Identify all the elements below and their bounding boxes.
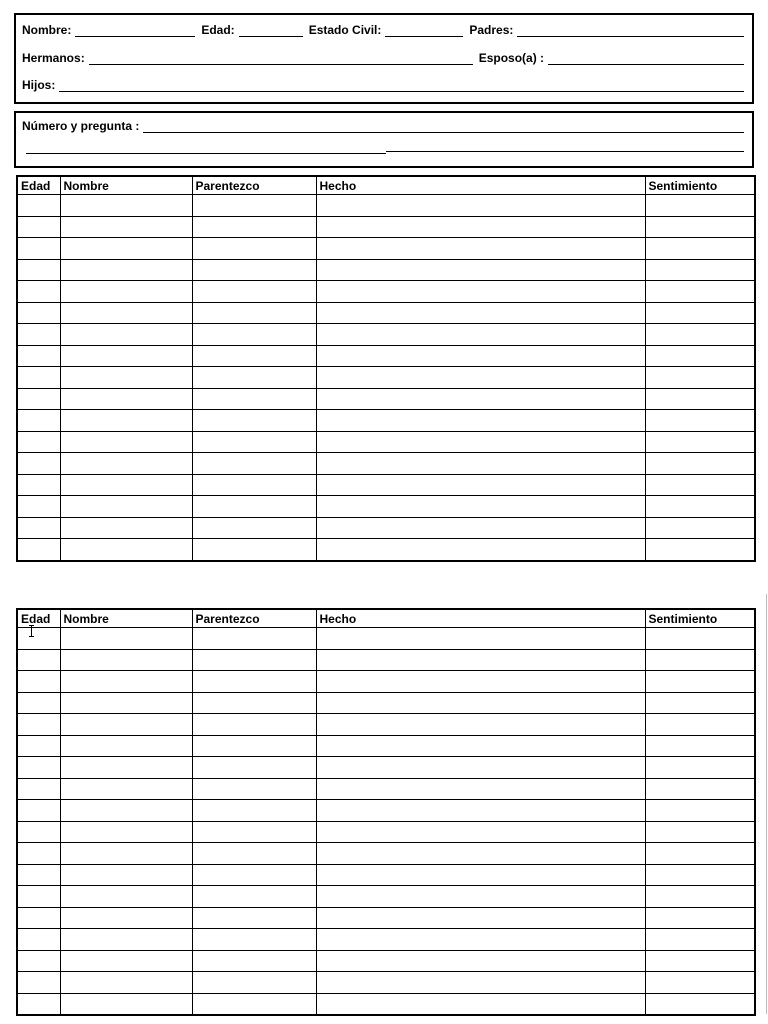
cell-hecho[interactable]: [316, 345, 645, 367]
cell-hecho[interactable]: [316, 972, 645, 994]
cell-edad[interactable]: [17, 821, 60, 843]
cell-edad[interactable]: [17, 757, 60, 779]
cell-hecho[interactable]: [316, 843, 645, 865]
hijos-field[interactable]: [59, 80, 744, 92]
cell-edad[interactable]: [17, 324, 60, 346]
cell-parentezco[interactable]: [192, 692, 316, 714]
cell-parentezco[interactable]: [192, 388, 316, 410]
question-label: Número y pregunta :: [22, 119, 140, 133]
cell-nombre[interactable]: [60, 993, 192, 1015]
cell-edad[interactable]: [17, 929, 60, 951]
cell-nombre[interactable]: [60, 628, 192, 650]
cell-hecho[interactable]: [316, 324, 645, 346]
cell-parentezco[interactable]: [192, 864, 316, 886]
table-row: [17, 324, 755, 346]
table-row: [17, 628, 755, 650]
events-table-2: [16, 608, 756, 1016]
header-nombre: Nombre: [60, 176, 192, 195]
nombre-field[interactable]: [75, 25, 195, 37]
table-row: [17, 216, 755, 238]
table-row: [17, 649, 755, 671]
cell-edad[interactable]: [17, 649, 60, 671]
hermanos-field[interactable]: [89, 53, 473, 65]
table-header-row: [17, 609, 755, 628]
cell-edad[interactable]: [17, 886, 60, 908]
cell-sentimiento[interactable]: [645, 692, 755, 714]
cell-hecho[interactable]: [316, 757, 645, 779]
cell-hecho[interactable]: [316, 628, 645, 650]
table-row: [17, 843, 755, 865]
cell-edad[interactable]: [17, 907, 60, 929]
cell-nombre[interactable]: [60, 238, 192, 260]
table-body-1: [17, 195, 755, 561]
cell-nombre[interactable]: [60, 474, 192, 496]
estado-civil-label: Estado Civil:: [308, 23, 382, 37]
page-edge-divider: [766, 594, 767, 1014]
info-row-3: [22, 78, 744, 92]
cell-edad[interactable]: [17, 431, 60, 453]
cell-parentezco[interactable]: [192, 671, 316, 693]
cell-edad[interactable]: [17, 539, 60, 561]
estado-civil-field[interactable]: [385, 25, 463, 37]
header-edad: Edad: [17, 609, 60, 628]
cell-sentimiento[interactable]: [645, 367, 755, 389]
cell-sentimiento[interactable]: [645, 950, 755, 972]
cell-nombre[interactable]: [60, 517, 192, 539]
cell-parentezco[interactable]: [192, 345, 316, 367]
cell-parentezco[interactable]: [192, 628, 316, 650]
personal-info-box: [14, 13, 754, 104]
cell-sentimiento[interactable]: [645, 864, 755, 886]
cell-hecho[interactable]: [316, 778, 645, 800]
table-row: [17, 539, 755, 561]
cell-nombre[interactable]: [60, 778, 192, 800]
table-row: [17, 929, 755, 951]
cell-parentezco[interactable]: [192, 714, 316, 736]
cell-edad[interactable]: [17, 474, 60, 496]
cell-hecho[interactable]: [316, 517, 645, 539]
table-row: [17, 735, 755, 757]
cell-parentezco[interactable]: [192, 259, 316, 281]
cell-nombre[interactable]: [60, 864, 192, 886]
table-row: [17, 302, 755, 324]
cell-nombre[interactable]: [60, 410, 192, 432]
cell-hecho[interactable]: [316, 453, 645, 475]
cell-sentimiento[interactable]: [645, 907, 755, 929]
cell-edad[interactable]: [17, 993, 60, 1015]
cell-sentimiento[interactable]: [645, 281, 755, 303]
cell-parentezco[interactable]: [192, 886, 316, 908]
cell-edad[interactable]: [17, 195, 60, 217]
question-row: [22, 119, 744, 133]
cell-nombre[interactable]: [60, 735, 192, 757]
cell-hecho[interactable]: [316, 821, 645, 843]
table-row: [17, 195, 755, 217]
cell-hecho[interactable]: [316, 714, 645, 736]
table-row: [17, 993, 755, 1015]
cell-hecho[interactable]: [316, 496, 645, 518]
cell-sentimiento[interactable]: [645, 843, 755, 865]
cell-parentezco[interactable]: [192, 539, 316, 561]
cell-edad[interactable]: [17, 628, 60, 650]
esposo-label: Esposo(a) :: [478, 51, 545, 65]
header-hecho: Hecho: [316, 609, 645, 628]
table-row: [17, 864, 755, 886]
table-row: [17, 671, 755, 693]
events-table-1: [16, 175, 756, 562]
cell-edad[interactable]: [17, 950, 60, 972]
cell-hecho[interactable]: [316, 692, 645, 714]
cell-hecho[interactable]: [316, 238, 645, 260]
table-header-row: [17, 176, 755, 195]
cell-nombre[interactable]: [60, 950, 192, 972]
hermanos-label: Hermanos:: [22, 51, 85, 65]
cell-nombre[interactable]: [60, 367, 192, 389]
table-row: [17, 496, 755, 518]
cell-parentezco[interactable]: [192, 843, 316, 865]
cell-sentimiento[interactable]: [645, 259, 755, 281]
header-edad: Edad: [17, 176, 60, 195]
cell-hecho[interactable]: [316, 539, 645, 561]
padres-field[interactable]: [517, 25, 744, 37]
cell-sentimiento[interactable]: [645, 431, 755, 453]
cell-sentimiento[interactable]: [645, 517, 755, 539]
table-row: [17, 950, 755, 972]
cell-sentimiento[interactable]: [645, 821, 755, 843]
table-row: [17, 757, 755, 779]
cell-edad[interactable]: [17, 345, 60, 367]
cell-edad[interactable]: [17, 367, 60, 389]
table-row: [17, 410, 755, 432]
cell-parentezco[interactable]: [192, 517, 316, 539]
info-row-2: [22, 51, 744, 65]
cell-parentezco[interactable]: [192, 800, 316, 822]
cell-nombre[interactable]: [60, 800, 192, 822]
cell-edad[interactable]: [17, 496, 60, 518]
cell-sentimiento[interactable]: [645, 388, 755, 410]
cell-hecho[interactable]: [316, 367, 645, 389]
table-row: [17, 778, 755, 800]
cell-edad[interactable]: [17, 972, 60, 994]
cell-sentimiento[interactable]: [645, 628, 755, 650]
question-field-line-2a[interactable]: [26, 153, 386, 154]
cell-edad[interactable]: [17, 238, 60, 260]
cell-parentezco[interactable]: [192, 757, 316, 779]
cell-nombre[interactable]: [60, 496, 192, 518]
cell-nombre[interactable]: [60, 281, 192, 303]
table-row: [17, 907, 755, 929]
cell-hecho[interactable]: [316, 886, 645, 908]
table-row: [17, 886, 755, 908]
cell-sentimiento[interactable]: [645, 410, 755, 432]
cell-hecho[interactable]: [316, 388, 645, 410]
cell-nombre[interactable]: [60, 843, 192, 865]
cell-edad[interactable]: [17, 517, 60, 539]
cell-hecho[interactable]: [316, 929, 645, 951]
cell-parentezco[interactable]: [192, 972, 316, 994]
table-row: [17, 367, 755, 389]
cell-hecho[interactable]: [316, 950, 645, 972]
cell-parentezco[interactable]: [192, 907, 316, 929]
cell-nombre[interactable]: [60, 259, 192, 281]
cell-sentimiento[interactable]: [645, 778, 755, 800]
cell-parentezco[interactable]: [192, 993, 316, 1015]
cell-sentimiento[interactable]: [645, 345, 755, 367]
cell-sentimiento[interactable]: [645, 453, 755, 475]
table-row: [17, 972, 755, 994]
cell-sentimiento[interactable]: [645, 993, 755, 1015]
header-sentimiento: Sentimiento: [645, 609, 755, 628]
cell-sentimiento[interactable]: [645, 324, 755, 346]
table-row: [17, 800, 755, 822]
cell-parentezco[interactable]: [192, 649, 316, 671]
cell-edad[interactable]: [17, 843, 60, 865]
question-field[interactable]: [143, 121, 744, 133]
table-row: [17, 517, 755, 539]
cell-sentimiento[interactable]: [645, 496, 755, 518]
cell-nombre[interactable]: [60, 649, 192, 671]
header-nombre: Nombre: [60, 609, 192, 628]
cell-nombre[interactable]: [60, 195, 192, 217]
edad-label: Edad:: [201, 23, 235, 37]
cell-hecho[interactable]: [316, 993, 645, 1015]
cell-sentimiento[interactable]: [645, 474, 755, 496]
cell-edad[interactable]: [17, 778, 60, 800]
table-row: [17, 388, 755, 410]
cell-parentezco[interactable]: [192, 778, 316, 800]
cell-parentezco[interactable]: [192, 195, 316, 217]
table-row: [17, 821, 755, 843]
cell-sentimiento[interactable]: [645, 714, 755, 736]
cell-parentezco[interactable]: [192, 367, 316, 389]
cell-nombre[interactable]: [60, 302, 192, 324]
table-row: [17, 714, 755, 736]
cell-sentimiento[interactable]: [645, 649, 755, 671]
cell-hecho[interactable]: [316, 474, 645, 496]
cell-edad[interactable]: [17, 864, 60, 886]
cell-parentezco[interactable]: [192, 735, 316, 757]
cell-sentimiento[interactable]: [645, 671, 755, 693]
hijos-label: Hijos:: [22, 78, 56, 92]
cell-edad[interactable]: [17, 735, 60, 757]
cell-nombre[interactable]: [60, 886, 192, 908]
cell-hecho[interactable]: [316, 281, 645, 303]
cell-sentimiento[interactable]: [645, 929, 755, 951]
cell-parentezco[interactable]: [192, 324, 316, 346]
table-row: [17, 453, 755, 475]
cell-edad[interactable]: [17, 714, 60, 736]
cell-nombre[interactable]: [60, 929, 192, 951]
info-row-1: [22, 23, 744, 37]
cell-hecho[interactable]: [316, 410, 645, 432]
cell-nombre[interactable]: [60, 692, 192, 714]
header-sentimiento: Sentimiento: [645, 176, 755, 195]
cell-nombre[interactable]: [60, 216, 192, 238]
table-row: [17, 345, 755, 367]
question-box: [14, 111, 754, 168]
table-row: [17, 431, 755, 453]
cell-parentezco[interactable]: [192, 238, 316, 260]
cell-edad[interactable]: [17, 281, 60, 303]
table-row: [17, 474, 755, 496]
cell-sentimiento[interactable]: [645, 238, 755, 260]
cell-hecho[interactable]: [316, 864, 645, 886]
cell-hecho[interactable]: [316, 907, 645, 929]
cell-nombre[interactable]: [60, 539, 192, 561]
cell-parentezco[interactable]: [192, 302, 316, 324]
cell-nombre[interactable]: [60, 714, 192, 736]
cell-parentezco[interactable]: [192, 281, 316, 303]
header-hecho: Hecho: [316, 176, 645, 195]
cell-hecho[interactable]: [316, 259, 645, 281]
table-row: [17, 238, 755, 260]
table-body-2: [17, 628, 755, 1016]
cell-parentezco[interactable]: [192, 496, 316, 518]
cell-hecho[interactable]: [316, 216, 645, 238]
cell-parentezco[interactable]: [192, 453, 316, 475]
cell-sentimiento[interactable]: [645, 539, 755, 561]
cell-parentezco[interactable]: [192, 929, 316, 951]
cell-edad[interactable]: [17, 259, 60, 281]
cell-nombre[interactable]: [60, 324, 192, 346]
nombre-label: Nombre:: [22, 23, 72, 37]
cell-hecho[interactable]: [316, 431, 645, 453]
cell-nombre[interactable]: [60, 671, 192, 693]
cell-nombre[interactable]: [60, 907, 192, 929]
cell-sentimiento[interactable]: [645, 886, 755, 908]
cell-nombre[interactable]: [60, 757, 192, 779]
esposo-field[interactable]: [548, 53, 744, 65]
cell-edad[interactable]: [17, 671, 60, 693]
cell-sentimiento[interactable]: [645, 216, 755, 238]
cell-parentezco[interactable]: [192, 431, 316, 453]
cell-sentimiento[interactable]: [645, 195, 755, 217]
cell-parentezco[interactable]: [192, 216, 316, 238]
cell-sentimiento[interactable]: [645, 735, 755, 757]
cell-sentimiento[interactable]: [645, 757, 755, 779]
cell-parentezco[interactable]: [192, 950, 316, 972]
cell-nombre[interactable]: [60, 345, 192, 367]
edad-field[interactable]: [239, 25, 303, 37]
header-parentezco: Parentezco: [192, 609, 316, 628]
cell-parentezco[interactable]: [192, 821, 316, 843]
cell-parentezco[interactable]: [192, 474, 316, 496]
table-row: [17, 259, 755, 281]
table-row: [17, 692, 755, 714]
cell-edad[interactable]: [17, 302, 60, 324]
question-field-line-2b[interactable]: [386, 151, 744, 152]
cell-hecho[interactable]: [316, 800, 645, 822]
cell-hecho[interactable]: [316, 302, 645, 324]
cell-nombre[interactable]: [60, 821, 192, 843]
cell-edad[interactable]: [17, 692, 60, 714]
cell-sentimiento[interactable]: [645, 972, 755, 994]
cell-edad[interactable]: [17, 388, 60, 410]
cell-edad[interactable]: [17, 800, 60, 822]
cell-nombre[interactable]: [60, 388, 192, 410]
padres-label: Padres:: [469, 23, 514, 37]
header-parentezco: Parentezco: [192, 176, 316, 195]
cell-edad[interactable]: [17, 216, 60, 238]
cell-edad[interactable]: [17, 453, 60, 475]
table-row: [17, 281, 755, 303]
cell-sentimiento[interactable]: [645, 800, 755, 822]
cell-sentimiento[interactable]: [645, 302, 755, 324]
cell-hecho[interactable]: [316, 649, 645, 671]
cell-nombre[interactable]: [60, 431, 192, 453]
cell-nombre[interactable]: [60, 972, 192, 994]
cell-hecho[interactable]: [316, 671, 645, 693]
cell-hecho[interactable]: [316, 195, 645, 217]
cell-parentezco[interactable]: [192, 410, 316, 432]
cell-edad[interactable]: [17, 410, 60, 432]
cell-hecho[interactable]: [316, 735, 645, 757]
cell-nombre[interactable]: [60, 453, 192, 475]
text-cursor-icon: [31, 625, 32, 637]
